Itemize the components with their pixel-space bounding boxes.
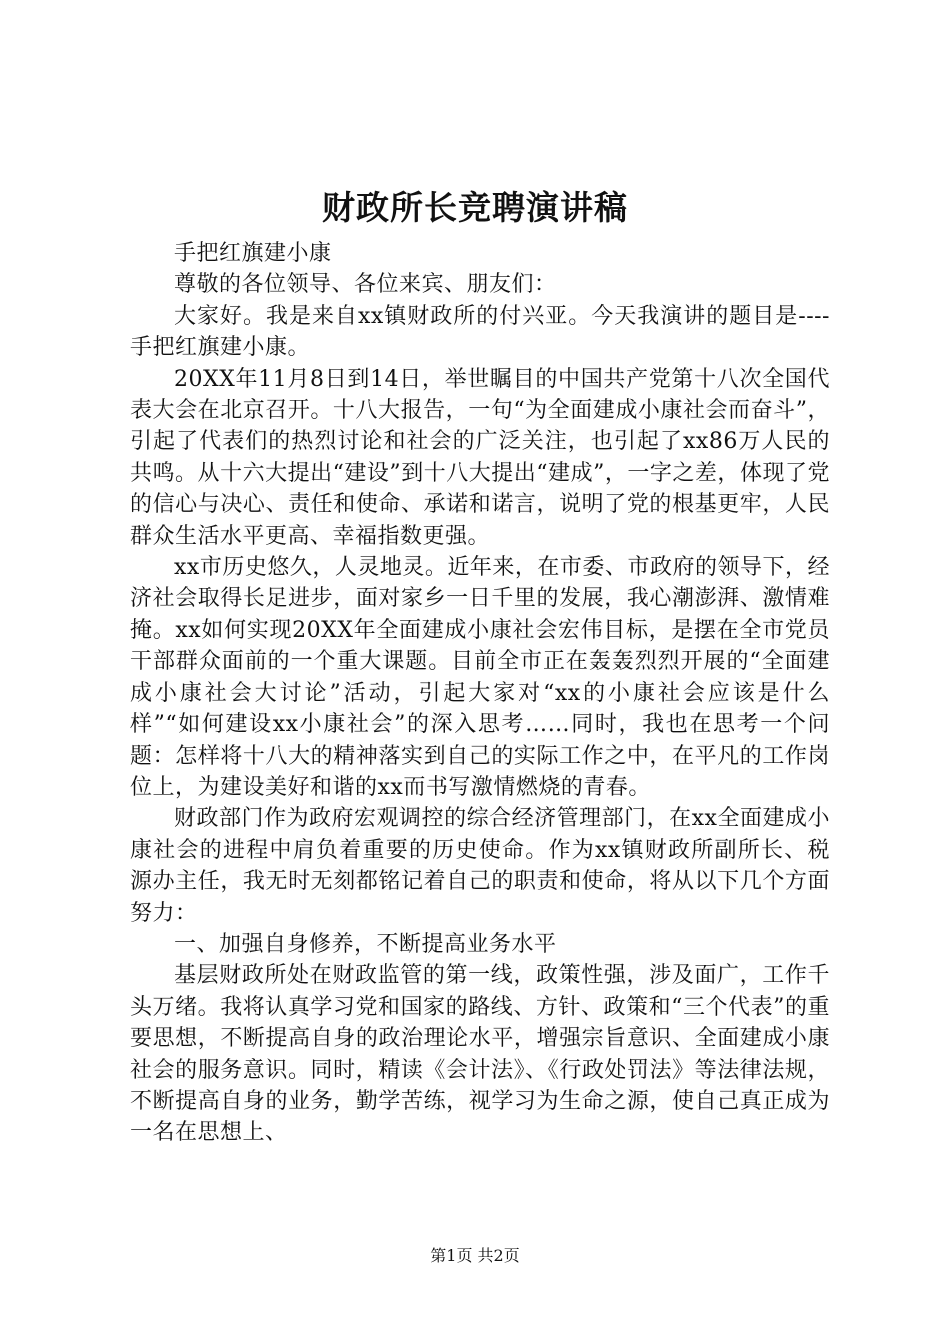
paragraph-section-1: 基层财政所处在财政监管的第一线，政策性强，涉及面广，工作千头万绪。我将认真学习党和国家的路线、方针、政策和“三个代表”的重要思想，不断提高自身的政治理论水平，增强宗旨意识、全面建成小康社会的服务意识。同时，精读《会计法》、《行政处罚法》等法律法规，不断提高自身的业务，勤学苦练，视学习为生命之源，使自己真正成为一名在思想上、 bbox=[130, 963, 830, 1146]
page-footer: 第1页 共2页 bbox=[430, 1246, 520, 1265]
paragraph-salutation: 尊敬的各位领导、各位来宾、朋友们： bbox=[174, 272, 557, 298]
paragraph-finance-department: 财政部门作为政府宏观调控的综合经济管理部门，在xx全面建成小康社会的进程中肩负着重要的历史使命。作为xx镇财政所副所长、税源办主任，我无时无刻都铭记着自己的职责和使命，将从以下几个方面努力： bbox=[130, 806, 830, 926]
paragraph-city: xx市历史悠久，人灵地灵。近年来，在市委、市政府的领导下，经济社会取得长足进步，面对家乡一日千里的发展，我心潮澎湃、激情难掩。xx如何实现20XX年全面建成小康社会宏伟目标，是摆在全市党员干部群众面前的一个重大课题。目前全市正在轰轰烈烈开展的“全面建成小康社会大讨论”活动，引起大家对“xx的小康社会应该是什么样”“如何建设xx小康社会”的深入思考……同时，我也在思考一个问题：怎样将十八大的精神落实到自己的实际工作之中，在平凡的工作岗位上，为建设美好和谐的xx而书写激情燃烧的青春。 bbox=[130, 555, 830, 800]
document-body bbox=[130, 238, 830, 1149]
paragraph-intro: 大家好。我是来自xx镇财政所的付兴亚。今天我演讲的题目是----手把红旗建小康。 bbox=[130, 303, 830, 361]
paragraph-congress: 20XX年11月8日到14日，举世瞩目的中国共产党第十八次全国代表大会在北京召开。十八大报告，一句“为全面建成小康社会而奋斗”，引起了代表们的热烈讨论和社会的广泛关注，也引起了xx86万人民的共鸣。从十六大提出“建设”到十八大提出“建成”，一字之差，体现了党的信心与决心、责任和使命、承诺和诺言，说明了党的根基更牢，人民群众生活水平更高、幸福指数更强。 bbox=[130, 366, 830, 549]
section-heading-1: 一、加强自身修养，不断提高业务水平 bbox=[174, 931, 557, 957]
paragraph-subtitle: 手把红旗建小康 bbox=[174, 241, 332, 266]
document-title: 财政所长竞聘演讲稿 bbox=[322, 188, 628, 227]
